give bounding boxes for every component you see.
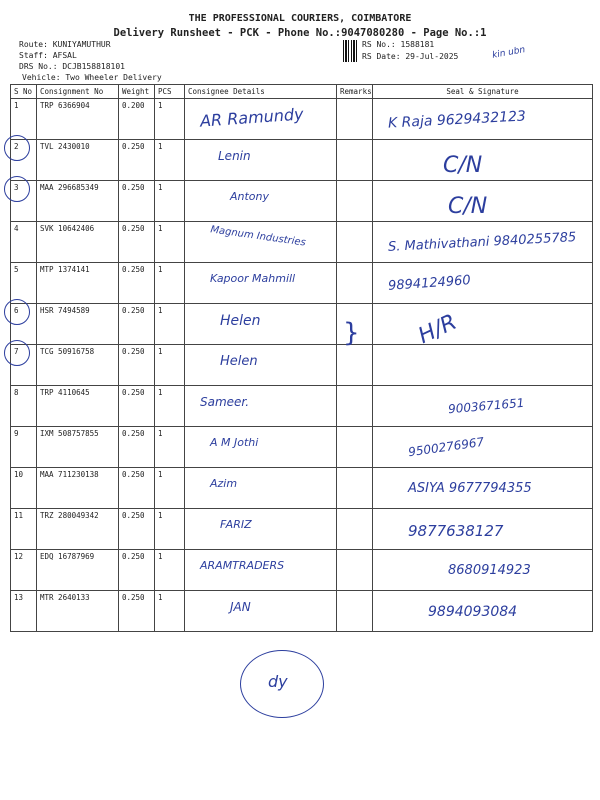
sno-circle-mark <box>4 299 30 325</box>
sno-cell: 9 <box>11 427 37 468</box>
consignee-cell <box>185 140 337 181</box>
handwritten-signature: 9877638127 <box>408 522 504 540</box>
pcs-cell: 1 <box>155 181 185 222</box>
col-sno: S No <box>11 85 37 99</box>
bottom-circle-mark: dy <box>268 672 288 691</box>
sno-cell: 1 <box>11 99 37 140</box>
pcs-cell: 1 <box>155 345 185 386</box>
handwritten-consignee: Sameer. <box>200 395 250 409</box>
consignment-cell: TRZ 280049342 <box>37 509 119 550</box>
weight-cell: 0.250 <box>119 263 155 304</box>
barcode <box>343 40 359 62</box>
table-row <box>11 345 593 386</box>
weight-cell: 0.250 <box>119 222 155 263</box>
sno-cell: 4 <box>11 222 37 263</box>
sno-cell: 7 <box>11 345 37 386</box>
handwritten-signature: 8680914923 <box>448 563 531 578</box>
consignee-cell <box>185 427 337 468</box>
table-row <box>11 263 593 304</box>
pcs-cell: 1 <box>155 427 185 468</box>
weight-cell: 0.250 <box>119 550 155 591</box>
remarks-cell <box>337 468 373 509</box>
handwritten-consignee: Magnum Industries <box>209 224 307 249</box>
consignment-cell: TCG 50916758 <box>37 345 119 386</box>
pcs-cell: 1 <box>155 304 185 345</box>
col-pcs: PCS <box>155 85 185 99</box>
handwritten-consignee: Antony <box>230 190 270 203</box>
remarks-cell <box>337 263 373 304</box>
weight-cell: 0.250 <box>119 140 155 181</box>
col-weight: Weight <box>119 85 155 99</box>
pcs-cell: 1 <box>155 222 185 263</box>
consignee-cell <box>185 591 337 632</box>
sno-cell: 3 <box>11 181 37 222</box>
remarks-cell <box>337 591 373 632</box>
pcs-cell: 1 <box>155 591 185 632</box>
remarks-cell <box>337 222 373 263</box>
remarks-cell <box>337 99 373 140</box>
signature-cell <box>373 304 593 345</box>
pcs-cell: 1 <box>155 509 185 550</box>
handwritten-consignee: Lenin <box>218 149 251 163</box>
table-row <box>11 427 593 468</box>
consignment-cell: TRP 4110645 <box>37 386 119 427</box>
table-row <box>11 509 593 550</box>
handwritten-consignee: Helen <box>220 354 258 369</box>
handwritten-signature: ASIYA 9677794355 <box>408 481 532 496</box>
remarks-cell <box>337 140 373 181</box>
consignment-cell: MAA 296685349 <box>37 181 119 222</box>
col-consignment: Consignment No <box>37 85 119 99</box>
handwritten-signature: C/N <box>448 194 488 219</box>
handwritten-consignee: ARAMTRADERS <box>200 559 285 572</box>
pcs-cell: 1 <box>155 550 185 591</box>
consignment-cell: TRP 6366904 <box>37 99 119 140</box>
table-row <box>11 140 593 181</box>
handwritten-consignee: FARIZ <box>220 518 252 531</box>
weight-cell: 0.250 <box>119 591 155 632</box>
sno-cell: 6 <box>11 304 37 345</box>
consignment-cell: SVK 10642406 <box>37 222 119 263</box>
pcs-cell: 1 <box>155 99 185 140</box>
handwritten-consignee: AR Ramundy <box>199 104 305 131</box>
consignment-cell: MAA 711230138 <box>37 468 119 509</box>
handwritten-consignee: Kapoor Mahmill <box>210 272 296 285</box>
weight-cell: 0.250 <box>119 509 155 550</box>
top-right-scribble: kin ubn <box>491 45 527 61</box>
col-consignee: Consignee Details <box>185 85 337 99</box>
route-label: Route: KUNIYAMUTHUR <box>19 40 111 49</box>
sno-cell: 12 <box>11 550 37 591</box>
remarks-cell <box>337 509 373 550</box>
remarks-cell <box>337 386 373 427</box>
table-row <box>11 304 593 345</box>
sno-circle-mark <box>4 135 30 161</box>
drs-label: DRS No.: DCJB158818101 <box>19 62 125 71</box>
remarks-cell <box>337 345 373 386</box>
sno-cell: 5 <box>11 263 37 304</box>
table-row <box>11 181 593 222</box>
handwritten-consignee: A M Jothi <box>210 436 259 449</box>
consignee-cell <box>185 345 337 386</box>
consignment-cell: TVL 2430010 <box>37 140 119 181</box>
handwritten-consignee: JAN <box>230 600 251 614</box>
consignment-cell: EDQ 16787969 <box>37 550 119 591</box>
remarks-cell <box>337 427 373 468</box>
remarks-brace: } <box>343 318 360 348</box>
handwritten-signature: S. Mathivathani 9840255785 <box>387 230 577 255</box>
pcs-cell: 1 <box>155 140 185 181</box>
pcs-cell: 1 <box>155 468 185 509</box>
company-title: THE PROFESSIONAL COURIERS, COIMBATORE <box>188 13 412 24</box>
consignment-cell: IXM 508757855 <box>37 427 119 468</box>
sno-cell: 11 <box>11 509 37 550</box>
handwritten-consignee: Azim <box>210 477 238 490</box>
consignment-cell: HSR 7494589 <box>37 304 119 345</box>
sno-circle-mark <box>4 176 30 202</box>
handwritten-signature: 9003671651 <box>447 395 525 417</box>
signature-cell <box>373 140 593 181</box>
handwritten-signature: K Raja 9629432123 <box>387 108 527 132</box>
weight-cell: 0.250 <box>119 345 155 386</box>
pcs-cell: 1 <box>155 263 185 304</box>
handwritten-signature: 9894124960 <box>387 273 472 294</box>
weight-cell: 0.250 <box>119 427 155 468</box>
weight-cell: 0.200 <box>119 99 155 140</box>
rs-number: RS No.: 1588181 <box>362 40 435 49</box>
consignment-cell: MTP 1374141 <box>37 263 119 304</box>
table-header-row <box>11 85 593 99</box>
weight-cell: 0.250 <box>119 468 155 509</box>
rs-date: RS Date: 29-Jul-2025 <box>362 52 459 61</box>
runsheet-table <box>10 84 593 632</box>
vehicle-label: Vehicle: Two Wheeler Delivery <box>22 73 162 82</box>
handwritten-signature: 9894093084 <box>428 604 518 620</box>
consignee-cell <box>185 468 337 509</box>
col-remarks: Remarks <box>337 85 373 99</box>
handwritten-signature: H/R <box>414 309 461 350</box>
sno-cell: 10 <box>11 468 37 509</box>
sno-circle-mark <box>4 340 30 366</box>
handwritten-signature: 9500276967 <box>407 434 485 460</box>
col-signature: Seal & Signature <box>373 85 593 99</box>
sno-cell: 2 <box>11 140 37 181</box>
handwritten-consignee: Helen <box>220 313 261 329</box>
pcs-cell: 1 <box>155 386 185 427</box>
staff-label: Staff: AFSAL <box>19 51 77 60</box>
sno-cell: 8 <box>11 386 37 427</box>
weight-cell: 0.250 <box>119 386 155 427</box>
remarks-cell <box>337 181 373 222</box>
runsheet-subtitle: Delivery Runsheet - PCK - Phone No.:9047080280 - Page No.:1 <box>113 27 487 39</box>
remarks-cell <box>337 550 373 591</box>
weight-cell: 0.250 <box>119 181 155 222</box>
weight-cell: 0.250 <box>119 304 155 345</box>
signature-cell <box>373 345 593 386</box>
handwritten-signature: C/N <box>443 153 483 178</box>
sno-cell: 13 <box>11 591 37 632</box>
consignment-cell: MTR 2640133 <box>37 591 119 632</box>
consignee-cell <box>185 509 337 550</box>
